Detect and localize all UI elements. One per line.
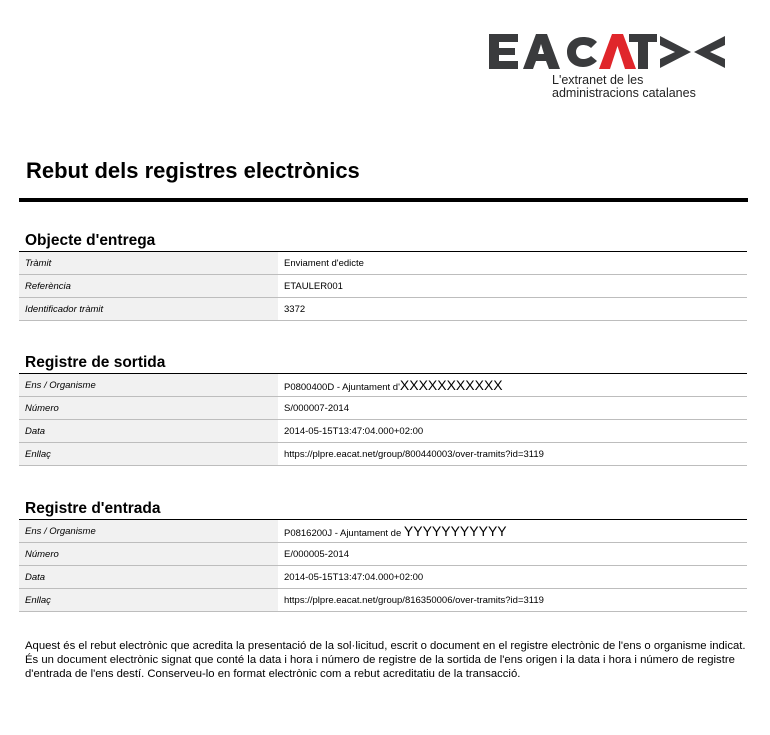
row-label: Enllaç [19, 443, 278, 466]
section-title: Registre de sortida [25, 354, 166, 371]
row-value: S/000007-2014 [278, 397, 747, 420]
row-label: Enllaç [19, 589, 278, 612]
organisme-name: XXXXXXXXXXX [399, 377, 503, 393]
document-title: Rebut dels registres electrònics [26, 158, 360, 183]
row-value: 2014-05-15T13:47:04.000+02:00 [278, 420, 747, 443]
row-link[interactable]: https://plpre.eacat.net/group/816350006/over-tramits?id=3119 [278, 589, 747, 612]
table-row [19, 520, 747, 543]
row-label: Ens / Organisme [19, 374, 278, 397]
details-table [19, 251, 747, 321]
row-value: E/000005-2014 [278, 543, 747, 566]
row-label: Referència [19, 275, 278, 298]
table-row [19, 443, 747, 466]
row-label: Ens / Organisme [19, 520, 278, 543]
section-title: Registre d'entrada [25, 500, 161, 517]
table-row [19, 374, 747, 397]
table-row [19, 397, 747, 420]
row-link[interactable]: https://plpre.eacat.net/group/800440003/over-tramits?id=3119 [278, 443, 747, 466]
section-title: Objecte d'entrega [25, 232, 156, 249]
details-table [19, 373, 747, 466]
table-row [19, 566, 747, 589]
table-row [19, 275, 747, 298]
row-value [278, 520, 747, 543]
row-label: Tràmit [19, 252, 278, 275]
row-value: 3372 [278, 298, 747, 321]
row-label: Número [19, 397, 278, 420]
table-row [19, 543, 747, 566]
row-value [278, 374, 747, 397]
row-label: Data [19, 420, 278, 443]
footer-note: Aquest és el rebut electrònic que acredita la presentació de la sol·licitud, escrit o document en el registre electrònic de l'ens o organisme indicat. És un document electrònic signat que conté la data i hora i número de registre de la sortida de l'ens origen i la data i hora i número de registre d'entrada de l'ens destí. Conserveu-lo en format electrònic com a rebut acreditatiu de la transacció. [25, 640, 746, 680]
table-row [19, 589, 747, 612]
organisme-name: YYYYYYYYYYY [403, 523, 507, 539]
row-value: ETAULER001 [278, 275, 747, 298]
section-registre-sortida [19, 352, 747, 466]
section-objecte-entrega [19, 230, 747, 321]
row-label: Número [19, 543, 278, 566]
section-registre-entrada [19, 498, 747, 612]
organisme-code: P0816200J - Ajuntament de [284, 528, 404, 539]
row-label: Identificador tràmit [19, 298, 278, 321]
organisme-code: P0800400D - Ajuntament d' [284, 382, 400, 393]
table-row [19, 420, 747, 443]
table-row [19, 298, 747, 321]
details-table [19, 519, 747, 612]
row-value: Enviament d'edicte [278, 252, 747, 275]
table-row [19, 252, 747, 275]
row-label: Data [19, 566, 278, 589]
row-value: 2014-05-15T13:47:04.000+02:00 [278, 566, 747, 589]
logo-tagline: L'extranet de les administracions catalanes [552, 73, 696, 100]
title-divider [19, 198, 748, 202]
